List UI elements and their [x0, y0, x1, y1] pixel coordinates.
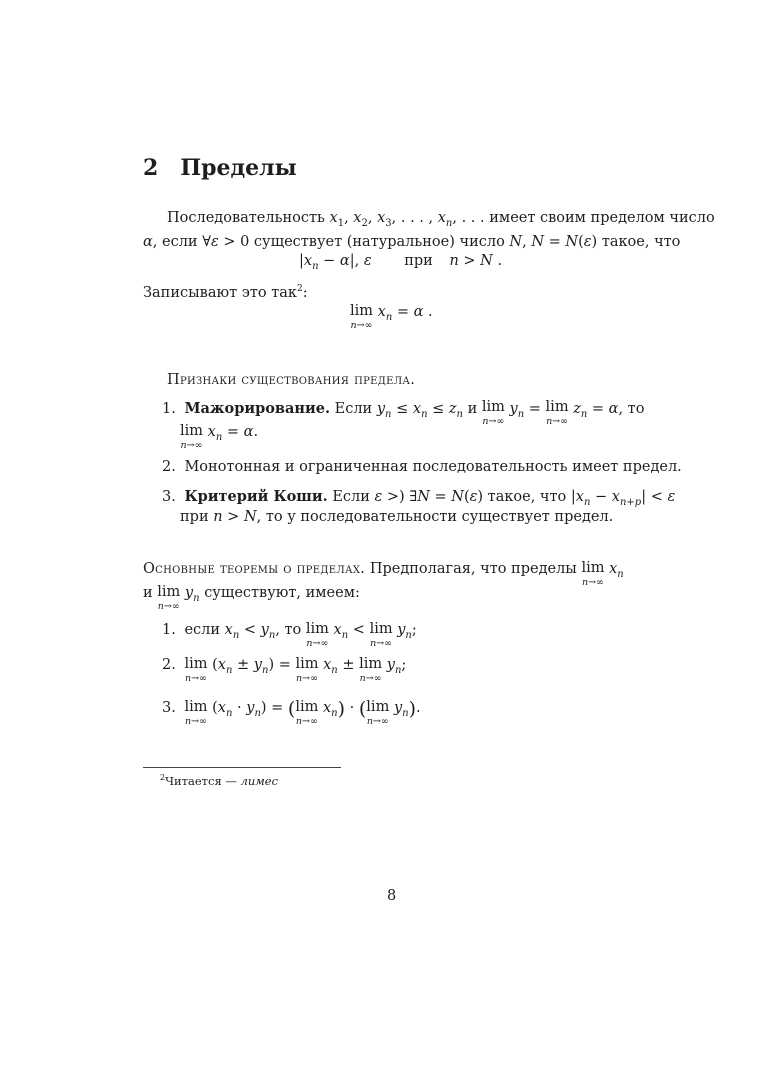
- condition-formula: $|x_n - \alpha|$, ε при n > N .: [299, 253, 503, 272]
- footnote-rule: [143, 767, 341, 768]
- section-number: 2: [143, 155, 159, 181]
- item-text: если: [184, 622, 221, 638]
- footnote: [160, 773, 278, 788]
- theorem-item-2: 2. lim n→∞ $(x_n \pm y_n)$ = lim n→∞ $x_n$ ± lim n→∞ $y_n$;: [162, 656, 407, 684]
- intro-text: Последовательность: [167, 210, 325, 226]
- item-text: такое, что: [487, 489, 567, 505]
- footnote-ref: 2: [296, 284, 303, 294]
- item-text: , то: [618, 401, 645, 417]
- footnote-text: Читается —: [165, 773, 237, 788]
- theorem-item-3: 3. lim n→∞ $(x_n \cdot y_n)$ = ( lim n→∞ $x_n$) · ( lim n→∞ $y_n$).: [162, 698, 421, 727]
- item-number: 2.: [162, 459, 176, 475]
- item-number: 3.: [162, 700, 176, 716]
- theorems-text: существуют, имеем:: [204, 585, 360, 601]
- lim-sub: n→∞: [350, 319, 373, 331]
- item-text: Монотонная и ограниченная последовательность имеет предел.: [184, 459, 682, 475]
- recording-text: Записывают это так: [143, 284, 297, 301]
- theorems-text: Предполагая, что пределы: [369, 561, 577, 577]
- intro-text: такое, что: [601, 234, 681, 250]
- item-text: Если: [334, 401, 373, 417]
- intro-text: , если ∀: [152, 234, 211, 250]
- theorems-line-2: и lim n→∞ $y_n$ существуют, имеем:: [143, 584, 360, 612]
- theorems-heading: Основные теоремы о пределах.: [143, 561, 366, 577]
- theorem-item-1: 1. если $x_n < y_n$, то lim n→∞ $x_n$ < lim n→∞ $y_n$;: [162, 621, 417, 649]
- item-number: 1.: [162, 401, 176, 417]
- existence-item-3-cont: при n > N, то у последовательности существует предел.: [180, 509, 614, 525]
- condition-word: при: [404, 253, 433, 269]
- item-text: и: [467, 401, 478, 417]
- item-text: Если: [332, 489, 370, 505]
- existence-item-1: 1. Мажорирование. Если $y_n \le x_n \le z_n$ и lim n→∞ $y_n$ = lim n→∞ $z_n = \alpha$, то: [162, 399, 645, 427]
- item-text: , то у последовательности существует предел.: [256, 509, 614, 525]
- lim-word: lim: [350, 303, 374, 319]
- intro-text: > 0 существует (натуральное) число: [223, 234, 505, 250]
- item-number: 2.: [162, 657, 176, 673]
- recording-line: Записывают это так$^2$:: [143, 284, 308, 301]
- footnote-italic: лимес: [240, 773, 279, 788]
- item-bold: Критерий Коши.: [184, 488, 328, 505]
- item-number: 1.: [162, 622, 176, 638]
- theorems-line-1: Основные теоремы о пределах. Предполагая, что пределы lim n→∞ $x_n$: [143, 560, 624, 588]
- intro-line-2: α, если ∀ε > 0 существует (натуральное) число N, N = N(ε) такое, что: [143, 234, 681, 250]
- section-title-text: Пределы: [180, 155, 297, 181]
- intro-text: имеет своим пределом число: [489, 210, 715, 226]
- existence-heading: Признаки существования предела.: [167, 372, 416, 388]
- theorems-text: и: [143, 585, 153, 601]
- limit-formula: lim n→∞ $x_n = \alpha$ .: [350, 303, 433, 331]
- intro-line-1: Последовательность $x_1$, $x_2$, $x_3$, . . . , $x_n$, . . . имеет своим пределом число: [167, 210, 715, 229]
- footnote-mark: 2: [160, 773, 166, 782]
- existence-item-1-cont: lim n→∞ $x_n = \alpha$.: [180, 423, 259, 451]
- item-bold: Мажорирование.: [184, 400, 331, 417]
- item-number: 3.: [162, 489, 176, 505]
- item-text: , то: [275, 622, 302, 638]
- item-text: при: [180, 509, 209, 525]
- section-title: [143, 155, 297, 181]
- existence-item-3: 3. Критерий Коши. Если ε >) ∃N = N(ε) такое, что $|x_n - x_{n+p}| < \varepsilon$: [162, 488, 676, 508]
- page-number: 8: [387, 888, 397, 904]
- existence-item-2: [162, 459, 682, 475]
